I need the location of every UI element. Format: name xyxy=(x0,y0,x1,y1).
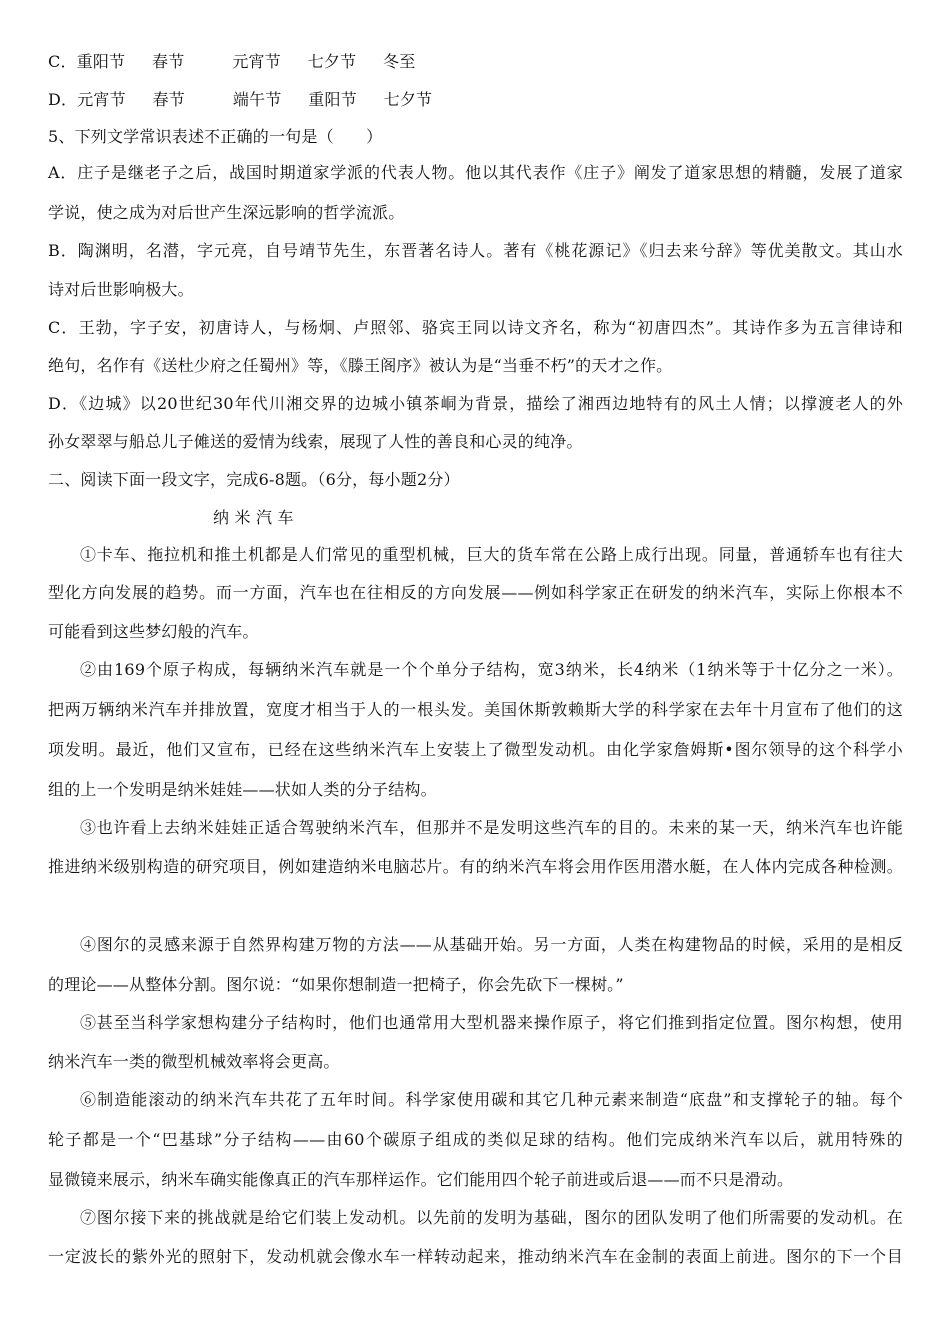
q5-option-a-line1: A．庄子是继老子之后，战国时期道家学派的代表人物。他以其代表作《庄子》阐发了道家思想的精髓，发展了道家 xyxy=(48,163,903,182)
q5-option-c-line1: C．王勃，字子安，初唐诗人，与杨炯、卢照邻、骆宾王同以诗文齐名，称为“初唐四杰”。其诗作多为五言律诗和 xyxy=(48,318,903,337)
para-6-line1: ⑥制造能滚动的纳米汽车共花了五年时间。科学家使用碳和其它几种元素来制造“底盘”和支撑轮子的轴。每个 xyxy=(80,1090,903,1109)
q5-option-b-line2: 诗对后世影响极大。 xyxy=(48,280,194,299)
para-4-line2: 的理论——从整体分割。图尔说：“如果你想制造一把椅子，你会先砍下一棵树。” xyxy=(48,975,624,994)
section-2-heading: 二、阅读下面一段文字，完成6-8题。（6分，每小题2分） xyxy=(48,470,460,489)
q5-option-b-line1: B．陶渊明，名潜，字元亮，自号靖节先生，东晋著名诗人。著有《桃花源记》《归去来兮辞》等优美散文。其山水 xyxy=(48,241,903,260)
para-2-line1: ②由169个原子构成，每辆纳米汽车就是一个个单分子结构，宽3纳米，长4纳米（1纳米等于十亿分之一米）。 xyxy=(80,660,903,679)
q5-option-d-line2: 孙女翠翠与船总儿子傩送的爱情为线索，展现了人性的善良和心灵的纯净。 xyxy=(48,432,583,451)
q5-option-d-line1: D．《边城》以20世纪30年代川湘交界的边城小镇茶峒为背景，描绘了湘西边地特有的风土人情；以撑渡老人的外 xyxy=(48,394,903,413)
option-c-line: C．重阳节 春节 元宵节 七夕节 冬至 xyxy=(48,52,416,71)
para-2-line4: 组的上一个发明是纳米娃娃——状如人类的分子结构。 xyxy=(48,780,437,799)
para-1-line3: 可能看到这些梦幻般的汽车。 xyxy=(48,622,259,641)
para-2-line3: 项发明。最近，他们又宣布，已经在这些纳米汽车上安装上了微型发动机。由化学家詹姆斯•图尔领导的这个科学小 xyxy=(48,740,903,759)
para-3-line2: 推进纳米级别构造的研究项目，例如建造纳米电脑芯片。有的纳米汽车将会用作医用潜水艇，在人体内完成各种检测。 xyxy=(48,857,903,876)
article-title: 纳 米 汽 车 xyxy=(213,508,294,527)
q5-option-a-line2: 学说，使之成为对后世产生深远影响的哲学流派。 xyxy=(48,203,405,222)
para-1-line1: ①卡车、拖拉机和推土机都是人们常见的重型机械，巨大的货车常在公路上成行出现。同量，普通轿车也有往大 xyxy=(80,545,903,564)
para-3-line1: ③也许看上去纳米娃娃正适合驾驶纳米汽车，但那并不是发明这些汽车的目的。未来的某一天，纳米汽车也许能 xyxy=(80,818,903,837)
para-2-line2: 把两万辆纳米汽车并排放置，宽度才相当于人的一根头发。美国休斯敦赖斯大学的科学家在去年十月宣布了他们的这 xyxy=(48,700,903,719)
q5-option-c-line2: 绝句，名作有《送杜少府之任蜀州》等，《滕王阁序》被认为是“当垂不朽”的天才之作。 xyxy=(48,356,673,375)
para-6-line3: 显微镜来展示，纳米车确实能像真正的汽车那样运作。它们能用四个轮子前进或后退——而不只是滑动。 xyxy=(48,1170,794,1189)
para-6-line2: 轮子都是一个“巴基球”分子结构——由60个碳原子组成的类似足球的结构。他们完成纳米汽车以后，就用特殊的 xyxy=(48,1130,903,1149)
para-1-line2: 型化方向发展的趋势。而一方面，汽车也在往相反的方向发展——例如科学家正在研发的纳米汽车，实际上你根本不 xyxy=(48,583,903,602)
para-5-line1: ⑤甚至当科学家想构建分子结构时，他们也通常用大型机器来操作原子，将它们推到指定位置。图尔构想，使用 xyxy=(80,1013,903,1032)
para-4-line1: ④图尔的灵感来源于自然界构建万物的方法——从基础开始。另一方面，人类在构建物品的时候，采用的是相反 xyxy=(80,935,903,954)
para-7-line1: ⑦图尔接下来的挑战就是给它们装上发动机。以先前的发明为基础，图尔的团队发明了他们所需要的发动机。在 xyxy=(80,1208,903,1227)
option-d-line: D．元宵节 春节 端午节 重阳节 七夕节 xyxy=(48,90,433,109)
question-5: 5、下列文学常识表述不正确的一句是（ ） xyxy=(48,127,383,146)
para-7-line2: 一定波长的紫外光的照射下，发动机就会像水车一样转动起来，推动纳米汽车在金制的表面上前进。图尔的下一个目 xyxy=(48,1247,903,1266)
para-5-line2: 纳米汽车一类的微型机械效率将会更高。 xyxy=(48,1052,340,1071)
